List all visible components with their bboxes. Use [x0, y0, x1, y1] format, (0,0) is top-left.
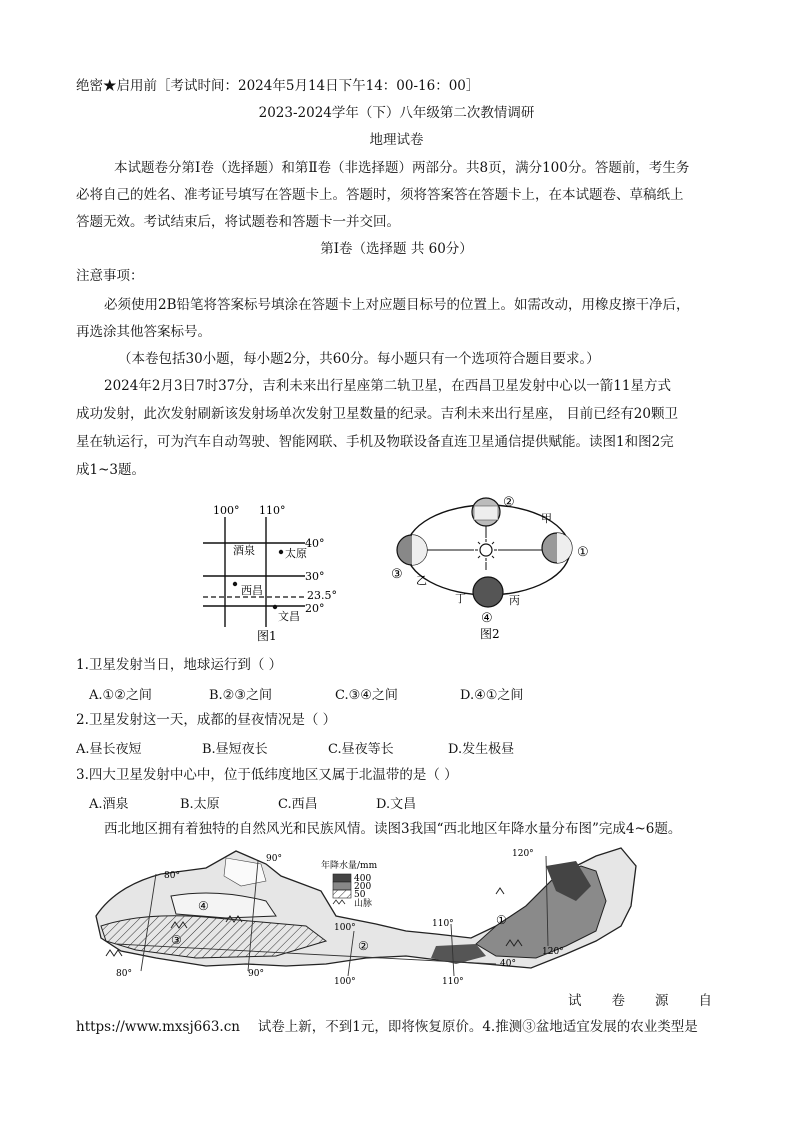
legend-400: 400	[354, 874, 372, 884]
orbit-label-1: ①	[577, 545, 589, 560]
q3-option-a[interactable]: A.酒泉	[89, 797, 129, 812]
orbit-label-2: ②	[503, 495, 515, 510]
taiyuan-dot	[279, 550, 283, 554]
map-lon-120-right: 120°	[542, 947, 564, 957]
figure-2-caption: 图2	[480, 627, 500, 641]
precipitation-legend	[321, 859, 378, 909]
notice-label: 注意事项：	[76, 268, 144, 284]
q1-option-b[interactable]: B.②③之间	[209, 688, 272, 703]
intro-line-1: 本试题卷分第Ⅰ卷（选择题）和第Ⅱ卷（非选择题）两部分。共8页，满分100分。答题前，考生务	[114, 160, 690, 176]
q1-stem: 1.卫星发射当日，地球运行到（ ）	[76, 657, 283, 673]
q1-option-a[interactable]: A.①②之间	[89, 688, 152, 703]
notice-line-2: 再选涂其他答案标号。	[76, 324, 211, 340]
city-xichang: 西昌	[241, 584, 263, 597]
lon-100-label: 100°	[213, 504, 240, 517]
q1-option-d[interactable]: D.④①之间	[460, 688, 524, 703]
q2-stem: 2.卫星发射这一天，成都的昼夜情况是（ ）	[76, 712, 337, 728]
q2-option-b[interactable]: B.昼短夜长	[202, 742, 268, 757]
lat-40-label: 40°	[305, 537, 325, 550]
figure-1-map	[195, 502, 355, 647]
footer-right-chars: 试 卷 源 自	[568, 993, 713, 1009]
map-lon-90-top: 90°	[266, 854, 282, 864]
section1-title: 第Ⅰ卷（选择题 共 60分）	[320, 241, 473, 257]
legend-swatch-200	[333, 882, 351, 890]
legend-swatch-50	[333, 890, 351, 898]
q3-stem: 3.四大卫星发射中心中，位于低纬度地区又属于北温带的是（ ）	[76, 767, 458, 783]
orbit-yi: 乙	[416, 574, 427, 587]
q3-option-b[interactable]: B.太原	[180, 797, 220, 812]
map-lon-80-bottom: 80°	[116, 969, 132, 979]
map-region-2: ②	[358, 939, 369, 953]
q2-option-c[interactable]: C.昼夜等长	[328, 742, 394, 757]
legend-swatch-400	[333, 874, 351, 882]
q1-option-c[interactable]: C.③④之间	[335, 688, 398, 703]
xichang-dot	[233, 582, 237, 586]
lat-20-label: 20°	[305, 602, 325, 615]
orbit-ding: 丁	[455, 592, 466, 605]
passage1-line-2: 成功发射，此次发射刷新该发射场单次发射卫星数量的纪录。吉利未来出行星座， 目前已经有20颗卫	[76, 406, 678, 422]
passage1-line-4: 成1~3题。	[76, 462, 145, 478]
city-wenchang: 文昌	[278, 610, 300, 623]
figure-2-orbit	[385, 490, 605, 645]
legend-mountain: 山脉	[354, 899, 373, 909]
q3-option-c[interactable]: C.西昌	[278, 797, 318, 812]
q2-option-d[interactable]: D.发生极昼	[448, 742, 515, 757]
map-region-1: ①	[496, 913, 507, 927]
orbit-bing: 丙	[509, 594, 520, 607]
passage1-line-1: 2024年2月3日7时37分，吉利未来出行星座第二轨卫星，在西昌卫星发射中心以一箭11星方式	[104, 378, 671, 394]
map-lon-90-bottom: 90°	[248, 969, 264, 979]
map-lon-100-mid: 100°	[334, 923, 356, 933]
city-taiyuan: 太原	[285, 547, 307, 560]
map-lon-100-bottom: 100°	[334, 977, 356, 987]
passage1-line-3: 星在轨运行，可为汽车自动驾驶、智能网联、手机及物联设备直连卫星通信提供赋能。读图1和图2完	[76, 434, 674, 450]
wenchang-dot	[273, 605, 277, 609]
sun-icon	[480, 544, 492, 556]
map-region-3: ③	[171, 933, 182, 947]
notice-line-1: 必须使用2B铅笔将答案标号填涂在答题卡上对应题目标号的位置上。如需改动，用橡皮擦干净后，	[104, 297, 690, 313]
subject-title: 地理试卷	[369, 132, 424, 148]
exam-title: 2023-2024学年（下）八年级第二次教情调研	[258, 105, 535, 121]
figure-3-precipitation-map	[76, 846, 731, 988]
earth-position-4	[473, 577, 503, 607]
city-jiuquan: 酒泉	[233, 544, 255, 557]
orbit-label-3: ③	[391, 567, 403, 582]
map-region-4: ④	[198, 899, 209, 913]
map-lon-80-top: 80°	[164, 871, 180, 881]
legend-50: 50	[354, 890, 366, 900]
map-lat-40: 40°	[500, 959, 516, 969]
footer-url-line: https://www.mxsj663.cn 试卷上新，不到1元，即将恢复原价。4.推测③盆地适宜发展的农业类型是	[76, 1019, 698, 1035]
secret-line: 绝密★启用前［考试时间：2024年5月14日下午14：00-16：00］	[76, 78, 480, 94]
q3-option-d[interactable]: D.文昌	[376, 797, 417, 812]
map-lon-110-bottom: 110°	[442, 977, 464, 987]
lat-235-label: 23.5°	[307, 589, 337, 602]
figure-1-caption: 图1	[257, 629, 277, 643]
lon-110-label: 110°	[259, 504, 286, 517]
orbit-jia: 甲	[541, 512, 552, 525]
orbit-label-4: ④	[481, 611, 493, 626]
intro-line-3: 答题无效。考试结束后，将试题卷和答题卡一并交回。	[76, 214, 400, 230]
passage2-line-1: 西北地区拥有着独特的自然风光和民族风情。读图3我国“西北地区年降水量分布图”完成4~6题。	[104, 821, 682, 837]
intro-line-2: 必将自己的姓名、准考证号填写在答题卡上。答题时，须将答案答在答题卡上，在本试题卷、草稿纸上	[76, 187, 684, 203]
scope-line: （本卷包括30小题，每小题2分，共60分。每小题只有一个选项符合题目要求。）	[118, 351, 600, 367]
legend-200: 200	[354, 882, 372, 892]
legend-title: 年降水量/mm	[321, 861, 378, 871]
lat-30-label: 30°	[305, 570, 325, 583]
q2-option-a[interactable]: A.昼长夜短	[76, 742, 142, 757]
map-lon-110-mid: 110°	[432, 919, 454, 929]
map-lon-120-top: 120°	[512, 849, 534, 859]
